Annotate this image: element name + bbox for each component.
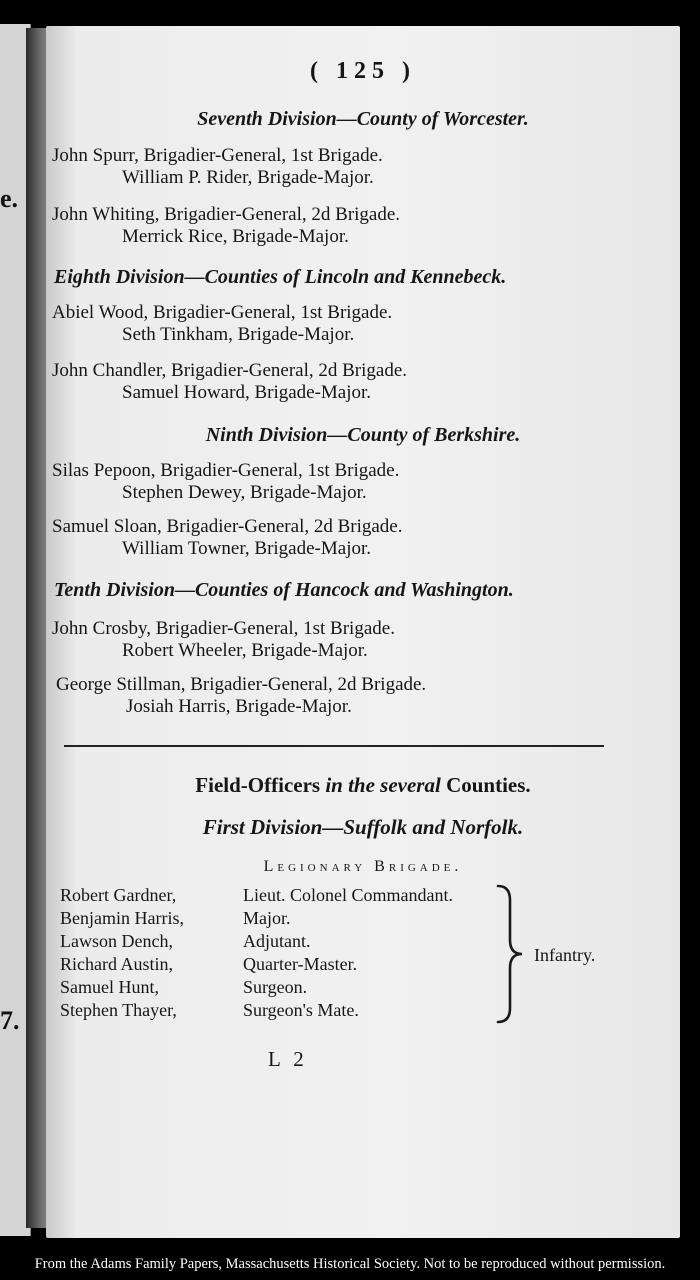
section-divider <box>64 745 604 747</box>
facing-page-fragment: e. <box>0 184 19 213</box>
officer-rank: Adjutant. <box>243 931 311 951</box>
book-page <box>46 26 680 1238</box>
facing-page-fragment: 7. <box>0 1006 20 1035</box>
officer-rank: Lieut. Colonel Commandant. <box>243 885 453 905</box>
page-number: ( 125 ) <box>310 58 416 84</box>
officer-entry: Samuel Sloan, Brigadier-General, 2d Brigade. <box>52 516 403 537</box>
officer-entry: John Chandler, Brigadier-General, 2d Brigade. <box>52 360 407 381</box>
officer-entry: John Whiting, Brigadier-General, 2d Brigade. <box>52 204 401 225</box>
signature-mark: L 2 <box>268 1047 308 1071</box>
officer-rank: Major. <box>243 908 291 928</box>
brigade-major-entry: William P. Rider, Brigade-Major. <box>122 167 374 188</box>
brigade-major-entry: Samuel Howard, Brigade-Major. <box>122 382 372 403</box>
division-heading: Eighth Division—Counties of Lincoln and Kennebeck. <box>54 266 507 288</box>
unit-type-label: Infantry. <box>534 945 596 965</box>
officer-entry: Abiel Wood, Brigadier-General, 1st Brigade. <box>52 302 393 323</box>
division-heading: First Division—Suffolk and Norfolk. <box>202 815 524 839</box>
officer-rank: Surgeon. <box>243 977 308 997</box>
officer-name: Richard Austin, <box>60 954 173 974</box>
officer-name: Stephen Thayer, <box>60 1000 177 1020</box>
officer-entry: Silas Pepoon, Brigadier-General, 1st Brigade. <box>52 460 400 481</box>
brigade-heading: Legionary Brigade. <box>263 858 463 875</box>
division-heading: Ninth Division—County of Berkshire. <box>205 424 521 446</box>
officer-rank: Surgeon's Mate. <box>243 1000 359 1020</box>
brigade-major-entry: Seth Tinkham, Brigade-Major. <box>122 324 355 345</box>
officer-name: Lawson Dench, <box>60 931 173 951</box>
brigade-major-entry: William Towner, Brigade-Major. <box>122 538 372 559</box>
officer-name: Robert Gardner, <box>60 885 177 905</box>
brigade-major-entry: Stephen Dewey, Brigade-Major. <box>122 482 367 503</box>
officer-entry: John Spurr, Brigadier-General, 1st Brigade. <box>52 145 383 166</box>
brigade-major-entry: Robert Wheeler, Brigade-Major. <box>122 640 368 661</box>
officer-entry: John Crosby, Brigadier-General, 1st Brigade. <box>52 618 395 639</box>
field-officers-heading: Field-Officers in the several Counties. <box>195 773 531 797</box>
brigade-major-entry: Josiah Harris, Brigade-Major. <box>126 696 352 717</box>
officer-name: Benjamin Harris, <box>60 908 184 928</box>
curly-brace-icon <box>494 884 526 1024</box>
division-heading: Tenth Division—Counties of Hancock and Washington. <box>54 579 514 601</box>
brigade-major-entry: Merrick Rice, Brigade-Major. <box>122 226 349 247</box>
division-heading: Seventh Division—County of Worcester. <box>197 108 529 130</box>
officer-name: Samuel Hunt, <box>60 977 159 997</box>
officer-entry: George Stillman, Brigadier-General, 2d Brigade. <box>56 674 427 695</box>
copyright-footer: From the Adams Family Papers, Massachusetts Historical Society. Not to be reproduced without permission. <box>34 1256 666 1272</box>
officer-rank: Quarter-Master. <box>243 954 358 974</box>
